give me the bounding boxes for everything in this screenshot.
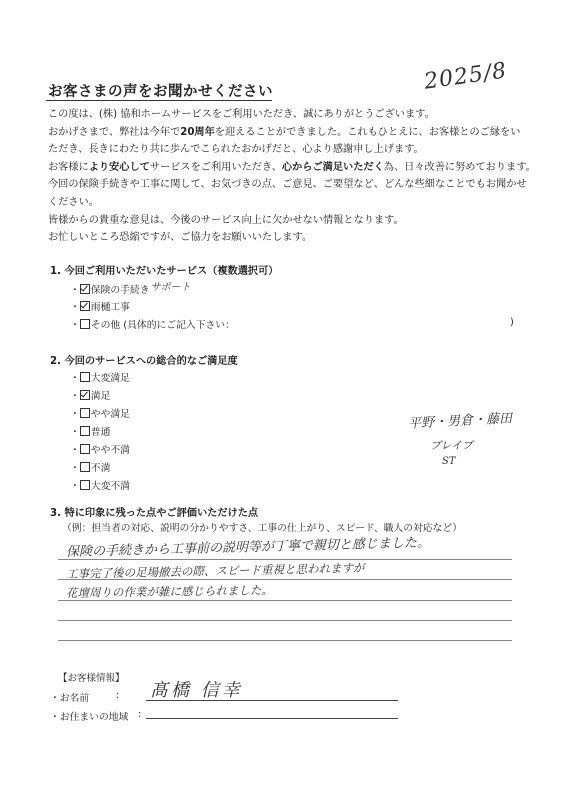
checkbox-unchecked[interactable] (80, 462, 90, 472)
service-option-gutter[interactable]: ・ 雨樋工事 (70, 302, 130, 313)
name-colon: : (116, 690, 120, 701)
title-underline (46, 100, 272, 101)
checkbox-unchecked[interactable] (80, 319, 90, 329)
area-colon: : (138, 709, 142, 720)
satisfaction-option[interactable]: ・ 大変不満 (70, 481, 130, 492)
handwritten-support: サポート (150, 282, 191, 293)
answer-rule (58, 559, 512, 560)
satisfaction-option[interactable]: ・ やや満足 (70, 409, 130, 420)
area-underline (146, 718, 398, 719)
checkbox-unchecked[interactable] (80, 408, 90, 418)
intro-line: ください。 (48, 196, 99, 208)
section3-example: （例：担当者の対応、説明の分かりやすさ、工事の仕上がり、スピード、職人の対応など） (62, 523, 463, 534)
intro-line: お客様により安心してサービスをご利用いただき、心からご満足いただく為、日々改善に努めております。 (48, 161, 536, 173)
customer-name-value[interactable]: 髙橋 信幸 (150, 680, 243, 701)
section3-title: 3. 特に印象に残った点やご評価いただけた点 (50, 508, 259, 519)
satisfaction-option[interactable]: ・ 不満 (70, 463, 111, 474)
satisfaction-option[interactable]: ・ 満足 (70, 391, 111, 402)
answer-rule (58, 620, 512, 621)
checkbox-checked[interactable] (80, 301, 90, 311)
handwritten-date: 2025/8 (422, 58, 509, 95)
handwritten-company: ブレイブ (430, 439, 473, 452)
service-option-insurance[interactable]: ・ 保険の手続きサポート (70, 282, 191, 296)
section2-title: 2. 今回のサービスへの総合的なご満足度 (50, 356, 238, 367)
answer-line-1: 保険の手続きから工事前の説明等が丁寧で親切と感じました。 (65, 535, 431, 560)
satisfaction-option[interactable]: ・ 普通 (70, 427, 111, 438)
intro-line: おかげさまで、弊社は今年で20周年を迎えることができました。これもひとえに、お客様とのご縁をい (48, 126, 521, 138)
checkbox-unchecked[interactable] (80, 372, 90, 382)
answer-line-3: 花壇周りの作業が雑に感じられました。 (65, 583, 274, 600)
handwritten-st: ST (442, 456, 456, 467)
checkbox-checked[interactable] (80, 390, 90, 400)
other-close-paren: ) (510, 317, 514, 328)
name-underline (146, 700, 398, 701)
checkbox-unchecked[interactable] (80, 480, 90, 490)
satisfaction-option[interactable]: ・ やや不満 (70, 445, 130, 456)
checkbox-unchecked[interactable] (80, 444, 90, 454)
survey-title: お客さまの声をお聞かせください (48, 84, 273, 100)
answer-line-2: 工事完了後の足場撤去の際、スピード重視と思われますが (65, 560, 365, 581)
area-label-row: ・お住まいの地域 (50, 712, 129, 723)
intro-line: お忙しいところ恐縮ですが、ご協力をお願いいたします。 (48, 232, 313, 244)
answer-rule (58, 579, 512, 580)
intro-line: ただき、長きにわたり共に歩んでこられたおかげだと、心より感謝申し上げます。 (48, 144, 424, 156)
intro-line: 皆様からの貴重な意見は、今後のサービス向上に欠かせない情報となります。 (48, 214, 404, 226)
intro-line: この度は、(株) 協和ホームサービスをご利用いただき、誠にありがとうございます。 (48, 109, 435, 120)
satisfaction-option[interactable]: ・ 大変満足 (70, 373, 130, 384)
name-label-row: ・お名前 (50, 693, 90, 704)
answer-rule (58, 640, 512, 641)
checkbox-unchecked[interactable] (80, 426, 90, 436)
service-option-other[interactable]: ・ その他 (具体的にご記入下さい： (70, 320, 235, 331)
answer-rule (58, 600, 512, 601)
handwritten-staff-names: 平野・男倉・藤田 (407, 411, 513, 432)
customer-info-heading: 【お客様情報】 (58, 673, 125, 684)
section1-title: 1. 今回ご利用いただいたサービス（複数選択可） (50, 266, 279, 277)
intro-paragraph (48, 106, 536, 247)
checkbox-checked[interactable] (80, 284, 90, 294)
intro-line: 今回の保険手続きや工事に関して、お気づきの点、ご意見、ご要望など、どんな些細なことでもお聞かせ (48, 179, 527, 191)
